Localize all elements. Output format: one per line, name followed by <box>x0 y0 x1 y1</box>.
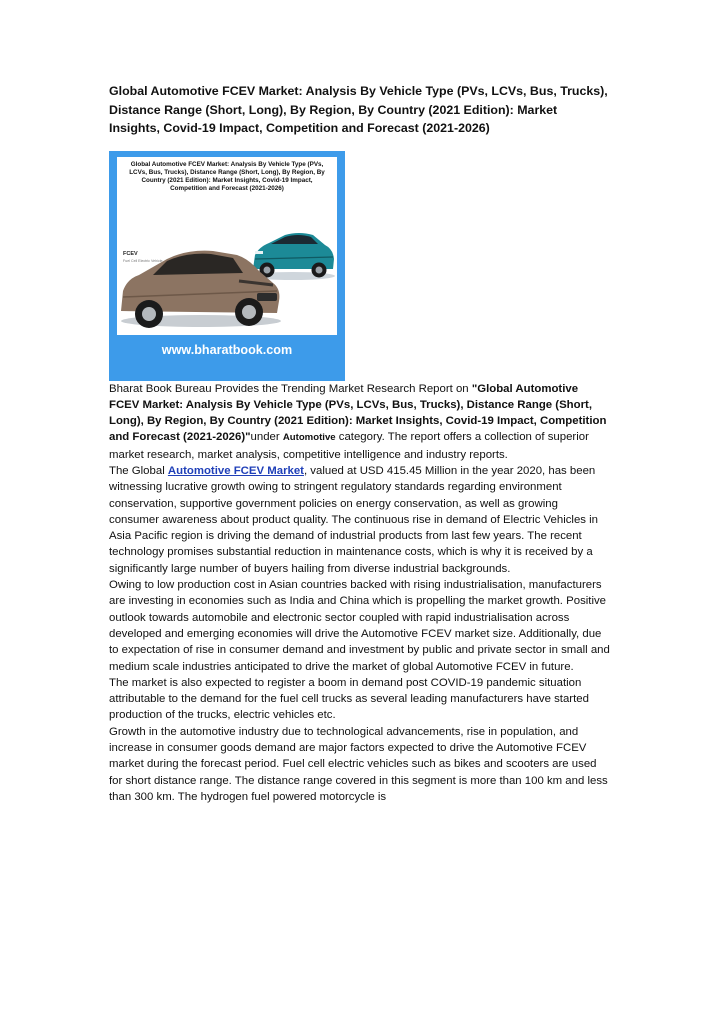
report-cover-image <box>109 151 345 381</box>
asia-growth-paragraph: Owing to low production cost in Asian countries backed with rising industrialisation, manufacturers are investing in economies such as India and China which is propelling the market growth. Positive outlook towards automobile and electronic sector coupled with rapid industrialisation across developed and emerging economies will drive the Automotive FCEV market size. Additionally, due to expectation of rise in consumer demand and investment by public and private sector in small and medium scale industries anticipated to drive the market of global Automotive FCEV in future. <box>109 579 610 673</box>
page-title: Global Automotive FCEV Market: Analysis By Vehicle Type (PVs, LCVs, Bus, Trucks), Distance Range (Short, Long), By Region, By Country (2021 Edition): Market Insights, Covid-19 Impact, Competition and Forecast (2021-2026) <box>109 84 608 135</box>
category-label: Automotive <box>282 432 336 444</box>
cover-title: Global Automotive FCEV Market: Analysis By Vehicle Type (PVs, LCVs, Bus, Trucks), Distance Range (Short, Long), By Region, By Country (2021 Edition): Market Insights, Covid-19 Impact, Competition and Forecast (2021-2026) <box>129 160 325 193</box>
cover-website-url: www.bharatbook.com <box>161 342 293 357</box>
covid-paragraph: The market is also expected to register a boom in demand post COVID-19 pandemic situation attributable to the demand for the fuel cell trucks as several leading manufacturers have started production of the trucks, electric vehicles etc. <box>109 676 589 722</box>
industry-growth-paragraph: Growth in the automotive industry due to technological advancements, rise in population, and increase in consumer goods demand are major factors expected to drive the Automotive FCEV market during the forecast period. Fuel cell electric vehicles such as bikes and scooters are used for short distance range. The distance range covered in this segment is more than 100 km and less than 300 km. The hydrogen fuel powered motorcycle is <box>109 725 608 803</box>
report-name: "Global Automotive FCEV Market: Analysis By Vehicle Type (PVs, LCVs, Bus, Trucks), Distance Range (Short, Long), By Region, By Country (2021 Edition): Market Insights, Covid-19 Impact, Competition and Forecast (2021-2026)" <box>109 382 607 444</box>
cover-label-fcev: FCEV <box>123 250 138 257</box>
bev-car-icon <box>251 233 335 280</box>
market-value-paragraph: The Global Automotive FCEV Market, valued at USD 415.45 Million in the year 2020, has been witnessing lucrative growth owing to stringent regulatory standards regarding environment conservation, supportive government policies on energy conservation, as well as growing consumer awareness about product quality. The continuous rise in demand of Electric Vehicles in Asia Pacific region is driving the demand of industrial products from last few years. The recent technology promises substantial reduction in maintenance costs, which is why it is received by a significantly large number of buyers hailing from diverse industrial backgrounds. <box>109 464 599 575</box>
intro-paragraph: Bharat Book Bureau Provides the Trending Market Research Report on "Global Automotive FCEV Market: Analysis By Vehicle Type (PVs, LCVs, Bus, Trucks), Distance Range (Short, Long), By Region, By Country (2021 Edition): Market Insights, Covid-19 Impact, Competition and Forecast (2021-2026)"under Automotive category. The report offers a collection of superior market research, market analysis, competitive intelligence and industry reports. <box>109 382 607 461</box>
document-page <box>109 82 611 805</box>
automotive-fcev-market-link[interactable]: Automotive FCEV Market <box>167 464 304 477</box>
cover-sub-fcev: Fuel Cell Electric Vehicle <box>123 258 163 263</box>
